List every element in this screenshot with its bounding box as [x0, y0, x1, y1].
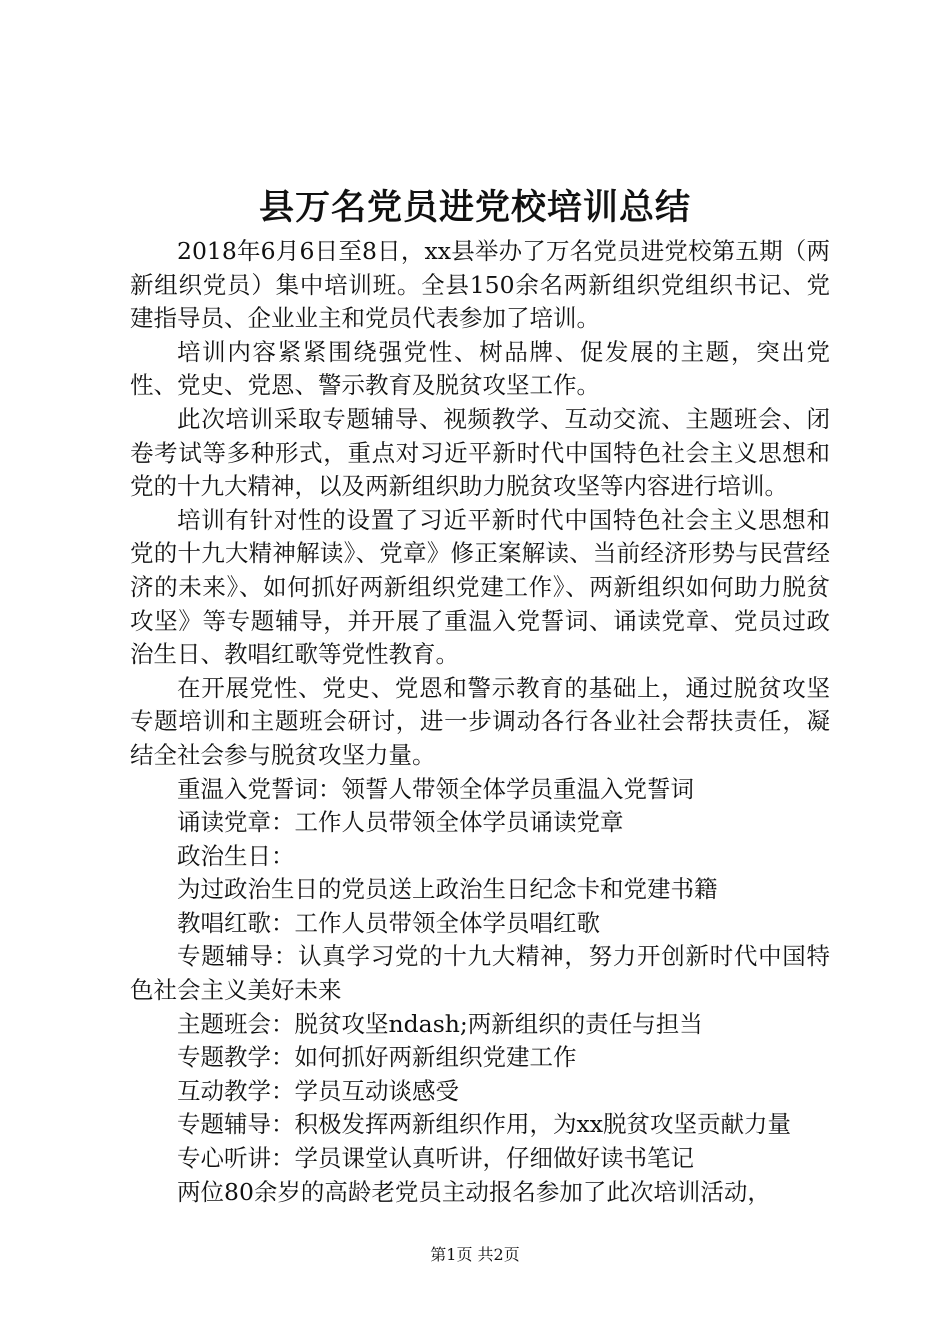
- paragraph: 专心听讲：学员课堂认真听讲，仔细做好读书笔记: [177, 1144, 694, 1173]
- paragraph: 诵读党章：工作人员带领全体学员诵读党章: [177, 808, 624, 837]
- paragraph: 重温入党誓词：领誓人带领全体学员重温入党誓词: [177, 774, 694, 803]
- document-body: [130, 235, 830, 1209]
- document-title: 县万名党员进党校培训总结: [258, 187, 691, 228]
- paragraph: 此次培训采取专题辅导、视频教学、互动交流、主题班会、闭卷考试等多种形式，重点对习近平新时代中国特色社会主义思想和党的十九大精神，以及两新组织助力脱贫攻坚等内容进行培训。: [130, 404, 830, 501]
- paragraph: 在开展党性、党史、党恩和警示教育的基础上，通过脱贫攻坚专题培训和主题班会研讨，进一步调动各行各业社会帮扶责任，凝结全社会参与脱贫攻坚力量。: [130, 673, 830, 769]
- paragraph: 政治生日：: [177, 841, 295, 870]
- paragraph: 2018年6月6日至8日，xx县举办了万名党员进党校第五期（两新组织党员）集中培训班。全县150余名两新组织党组织书记、党建指导员、企业业主和党员代表参加了培训。: [130, 237, 830, 333]
- paragraph: 专题教学：如何抓好两新组织党建工作: [177, 1043, 577, 1072]
- paragraph: 主题班会：脱贫攻坚ndash;两新组织的责任与担当: [177, 1009, 703, 1038]
- paragraph: 专题辅导：积极发挥两新组织作用，为xx脱贫攻坚贡献力量: [177, 1110, 792, 1139]
- paragraph: 教唱红歌：工作人员带领全体学员唱红歌: [177, 908, 600, 937]
- page-number: 第1页 共2页: [430, 1245, 520, 1264]
- paragraph: 专题辅导：认真学习党的十九大精神，努力开创新时代中国特色社会主义美好未来: [130, 942, 830, 1005]
- paragraph: 互动教学：学员互动谈感受: [177, 1076, 459, 1105]
- paragraph: 为过政治生日的党员送上政治生日纪念卡和党建书籍: [177, 875, 718, 904]
- paragraph: 培训内容紧紧围绕强党性、树品牌、促发展的主题，突出党性、党史、党恩、警示教育及脱贫攻坚工作。: [130, 337, 830, 400]
- paragraph: 两位80余岁的高龄老党员主动报名参加了此次培训活动，: [177, 1177, 771, 1206]
- paragraph: 培训有针对性的设置了习近平新时代中国特色社会主义思想和党的十九大精神解读》、党章》修正案解读、当前经济形势与民营经济的未来》、如何抓好两新组织党建工作》、两新组织如何助力脱贫攻坚》等专题辅导，并开展了重温入党誓词、诵读党章、党员过政治生日、教唱红歌等党性教育。: [130, 505, 830, 669]
